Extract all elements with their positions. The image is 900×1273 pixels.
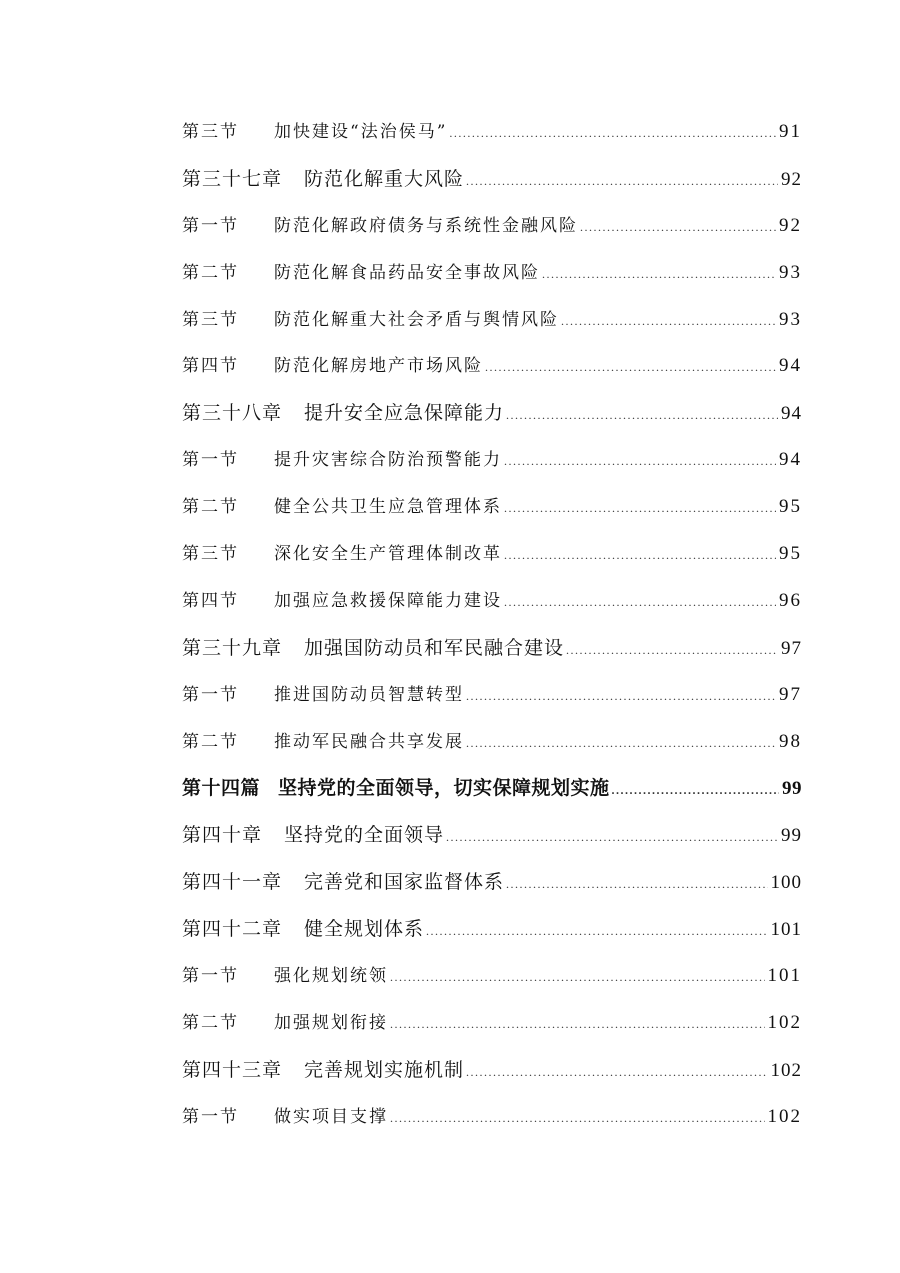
toc-entry-chapter[interactable] [182, 625, 802, 672]
toc-entry-label: 第三节 [182, 544, 239, 565]
toc-entry-label: 第四十章 [182, 824, 263, 847]
dot-leader [390, 954, 765, 1001]
toc-entry-section[interactable] [182, 1094, 802, 1141]
dot-leader [485, 344, 776, 391]
toc-entry-page-number: 92 [781, 168, 802, 190]
toc-entry-title: 完善规划实施机制 [304, 1058, 465, 1081]
dot-leader [446, 814, 778, 861]
toc-entry-title: 加强国防动员和军民融合建设 [304, 636, 565, 659]
toc-entry-page-number: 101 [770, 919, 802, 941]
table-of-contents [182, 109, 802, 1141]
toc-entry-title: 提升灾害综合防治预警能力 [274, 450, 502, 471]
toc-entry-chapter[interactable] [182, 1047, 802, 1094]
dot-leader [506, 392, 778, 439]
toc-entry-title: 深化安全生产管理体制改革 [274, 544, 502, 565]
toc-entry-section[interactable] [182, 437, 802, 484]
toc-entry-page-number: 99 [781, 825, 802, 847]
toc-entry-title: 加强规划衔接 [274, 1012, 388, 1033]
toc-entry-title: 健全公共卫生应急管理体系 [274, 497, 502, 518]
toc-entry-section[interactable] [182, 250, 802, 297]
toc-entry-title: 强化规划统领 [274, 966, 388, 987]
toc-entry-label: 第三节 [182, 309, 239, 330]
toc-entry-title: 做实项目支撑 [274, 1106, 388, 1127]
dot-leader [466, 1049, 767, 1096]
toc-entry-section[interactable] [182, 672, 802, 719]
toc-entry-page-number: 97 [781, 637, 802, 659]
toc-entry-title: 推动军民融合共享发展 [274, 731, 464, 752]
dot-leader [390, 1095, 765, 1142]
toc-entry-section[interactable] [182, 203, 802, 250]
toc-entry-page-number: 102 [770, 1059, 802, 1081]
toc-entry-section[interactable] [182, 719, 802, 766]
toc-entry-section[interactable] [182, 953, 802, 1000]
toc-entry-page-number: 91 [779, 121, 802, 142]
toc-entry-title: 坚持党的全面领导，切实保障规划实施 [278, 777, 610, 800]
toc-entry-page-number: 93 [779, 261, 802, 283]
dot-leader [466, 720, 776, 767]
toc-entry-section[interactable] [182, 343, 802, 390]
dot-leader [504, 532, 776, 579]
toc-entry-label: 第二节 [182, 262, 239, 283]
dot-leader [466, 158, 778, 205]
dot-leader [506, 861, 767, 908]
toc-entry-title: 防范化解政府债务与系统性金融风险 [274, 215, 578, 236]
toc-entry-page-number: 101 [767, 965, 802, 987]
toc-entry-label: 第三节 [182, 122, 239, 142]
toc-entry-label: 第二节 [182, 731, 239, 752]
toc-entry-label: 第四十一章 [182, 871, 283, 894]
toc-entry-section[interactable] [182, 531, 802, 578]
toc-entry-label: 第一节 [182, 450, 239, 471]
toc-entry-chapter[interactable] [182, 859, 802, 906]
dot-leader [504, 438, 776, 485]
toc-entry-chapter[interactable] [182, 906, 802, 953]
toc-entry-title: 健全规划体系 [304, 918, 425, 941]
dot-leader [390, 1001, 765, 1048]
toc-entry-title: 防范化解重大风险 [304, 167, 465, 190]
toc-entry-page-number: 97 [779, 683, 802, 705]
toc-entry-label: 第一节 [182, 215, 239, 236]
toc-entry-page-number: 94 [779, 449, 802, 471]
toc-entry-section[interactable] [182, 1000, 802, 1047]
toc-entry-page-number: 95 [779, 543, 802, 565]
dot-leader [466, 673, 776, 720]
toc-entry-page-number: 99 [782, 778, 802, 800]
toc-entry-title: 完善党和国家监督体系 [304, 871, 505, 894]
toc-entry-page-number: 100 [770, 872, 802, 894]
toc-entry-page-number: 102 [767, 1105, 802, 1127]
toc-entry-title: 加快建设“法治侯马” [274, 122, 448, 142]
dot-leader [561, 298, 776, 345]
toc-entry-page-number: 98 [779, 730, 802, 752]
toc-entry-label: 第四十三章 [182, 1058, 283, 1081]
toc-entry-label: 第二节 [182, 1012, 239, 1033]
toc-entry-page-number: 94 [779, 355, 802, 377]
toc-entry-title: 防范化解食品药品安全事故风险 [274, 262, 540, 283]
toc-entry-page-number: 95 [779, 496, 802, 518]
dot-leader [580, 204, 776, 251]
dot-leader [566, 627, 778, 674]
toc-entry-label: 第四节 [182, 356, 239, 377]
toc-entry-title: 推进国防动员智慧转型 [274, 684, 464, 705]
toc-entry-title: 加强应急救援保障能力建设 [274, 590, 502, 611]
toc-entry-label: 第一节 [182, 966, 239, 987]
toc-entry-chapter[interactable] [182, 812, 802, 859]
toc-entry-page-number: 93 [779, 308, 802, 330]
dot-leader [504, 485, 776, 532]
toc-entry-title: 防范化解重大社会矛盾与舆情风险 [274, 309, 559, 330]
toc-entry-label: 第四节 [182, 590, 239, 611]
toc-entry-label: 第三十七章 [182, 167, 283, 190]
toc-entry-page-number: 96 [779, 589, 802, 611]
toc-entry-label: 第四十二章 [182, 918, 283, 941]
toc-entry-page-number: 92 [779, 214, 802, 236]
toc-entry-label: 第一节 [182, 684, 239, 705]
toc-entry-page-number: 94 [781, 403, 802, 425]
toc-entry-chapter[interactable] [182, 156, 802, 203]
dot-leader [426, 908, 767, 955]
toc-entry-label: 第一节 [182, 1106, 239, 1127]
toc-entry-label: 第十四篇 [182, 777, 261, 800]
toc-entry-section[interactable] [182, 484, 802, 531]
dot-leader [612, 767, 779, 814]
toc-entry-chapter[interactable] [182, 390, 802, 437]
toc-entry-title: 提升安全应急保障能力 [304, 402, 505, 425]
toc-entry-label: 第三十八章 [182, 402, 283, 425]
toc-entry-label: 第三十九章 [182, 636, 283, 659]
dot-leader [449, 110, 776, 157]
toc-entry-label: 第二节 [182, 497, 239, 518]
toc-entry-part[interactable] [182, 765, 802, 812]
toc-entry-section[interactable] [182, 578, 802, 625]
dot-leader [504, 579, 776, 626]
toc-entry-title: 防范化解房地产市场风险 [274, 356, 483, 377]
dot-leader [542, 251, 776, 298]
toc-entry-title: 坚持党的全面领导 [284, 824, 445, 847]
toc-entry-section[interactable] [182, 297, 802, 344]
toc-entry-page-number: 102 [767, 1011, 802, 1033]
toc-entry-section[interactable] [182, 109, 802, 156]
